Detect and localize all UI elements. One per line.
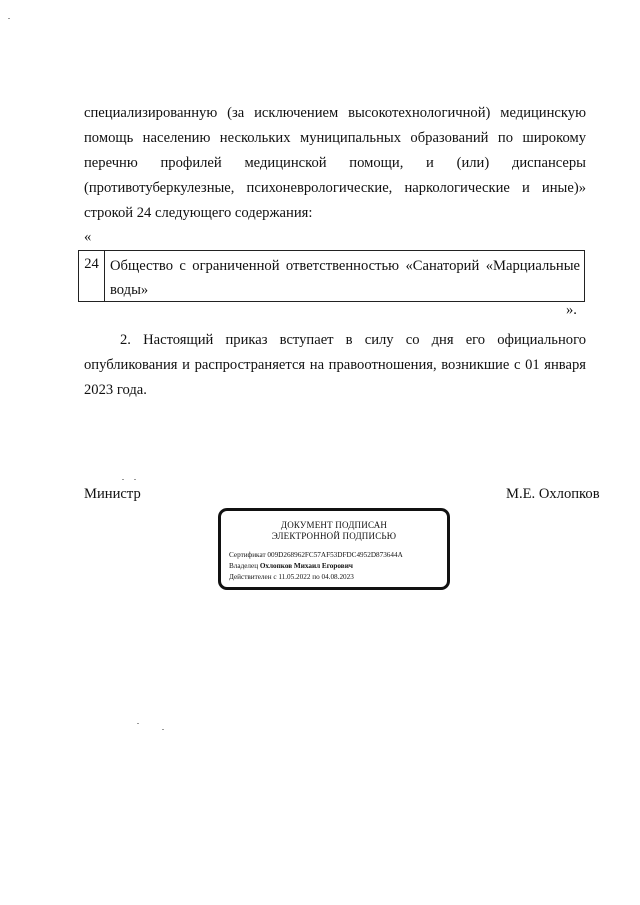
stamp-certificate-label: Сертификат bbox=[229, 551, 266, 559]
stamp-owner bbox=[229, 562, 353, 570]
signatory-position: Министр bbox=[84, 486, 141, 502]
stamp-title-line-1: ДОКУМЕНТ ПОДПИСАН bbox=[280, 520, 388, 530]
stamp-valid-to: 04.08.2023 bbox=[321, 573, 354, 581]
table-row-number: 24 bbox=[79, 251, 105, 301]
stamp-certificate-value: 009D268962FC57AF53DFDC4952D873644A bbox=[267, 551, 403, 559]
table-text-line-2: воды» bbox=[110, 282, 149, 298]
stamp-valid-to-label: по bbox=[312, 573, 320, 581]
scan-speck bbox=[134, 479, 136, 480]
scan-speck bbox=[162, 729, 164, 730]
stamp-title-line-2: ЭЛЕКТРОННОЙ ПОДПИСЬЮ bbox=[271, 531, 397, 541]
body-line-5: строкой 24 следующего содержания: bbox=[84, 205, 313, 221]
scan-speck bbox=[137, 723, 139, 724]
stamp-valid-from: 11.05.2022 bbox=[278, 573, 311, 581]
stamp-valid-label: Действителен с bbox=[229, 573, 277, 581]
body-line-2: помощь населению нескольких муниципальных образований по широкому bbox=[84, 130, 586, 146]
table-text-line-1: Общество с ограниченной ответственностью «Санаторий «Марциальные bbox=[110, 258, 580, 274]
paragraph-2-line-1: 2. Настоящий приказ вступает в силу со дня его официального bbox=[120, 332, 586, 348]
paragraph-2-line-2: опубликования и распространяется на правоотношения, возникшие с 01 января bbox=[84, 357, 586, 373]
body-line-1: специализированную (за исключением высокотехнологичной) медицинскую bbox=[84, 105, 586, 121]
closing-quote: ». bbox=[566, 302, 577, 318]
electronic-signature-stamp bbox=[218, 508, 450, 590]
stamp-owner-label: Владелец bbox=[229, 562, 259, 570]
scan-speck bbox=[122, 479, 124, 480]
body-line-3: перечню профилей медицинской помощи, и (или) диспансеры bbox=[84, 155, 586, 171]
stamp-owner-value: Охлопков Михаил Егорович bbox=[259, 562, 353, 570]
table-row-text bbox=[110, 254, 580, 302]
inserted-row-table bbox=[78, 250, 585, 302]
signatory-name: М.Е. Охлопков bbox=[506, 486, 600, 502]
opening-quote: « bbox=[84, 229, 92, 245]
stamp-certificate bbox=[229, 551, 403, 559]
stamp-validity bbox=[229, 573, 354, 581]
paragraph-2-line-3: 2023 года. bbox=[84, 382, 147, 398]
scan-speck bbox=[8, 18, 10, 19]
body-line-4: (противотуберкулезные, психоневрологические, наркологические и иные)» bbox=[84, 180, 586, 196]
